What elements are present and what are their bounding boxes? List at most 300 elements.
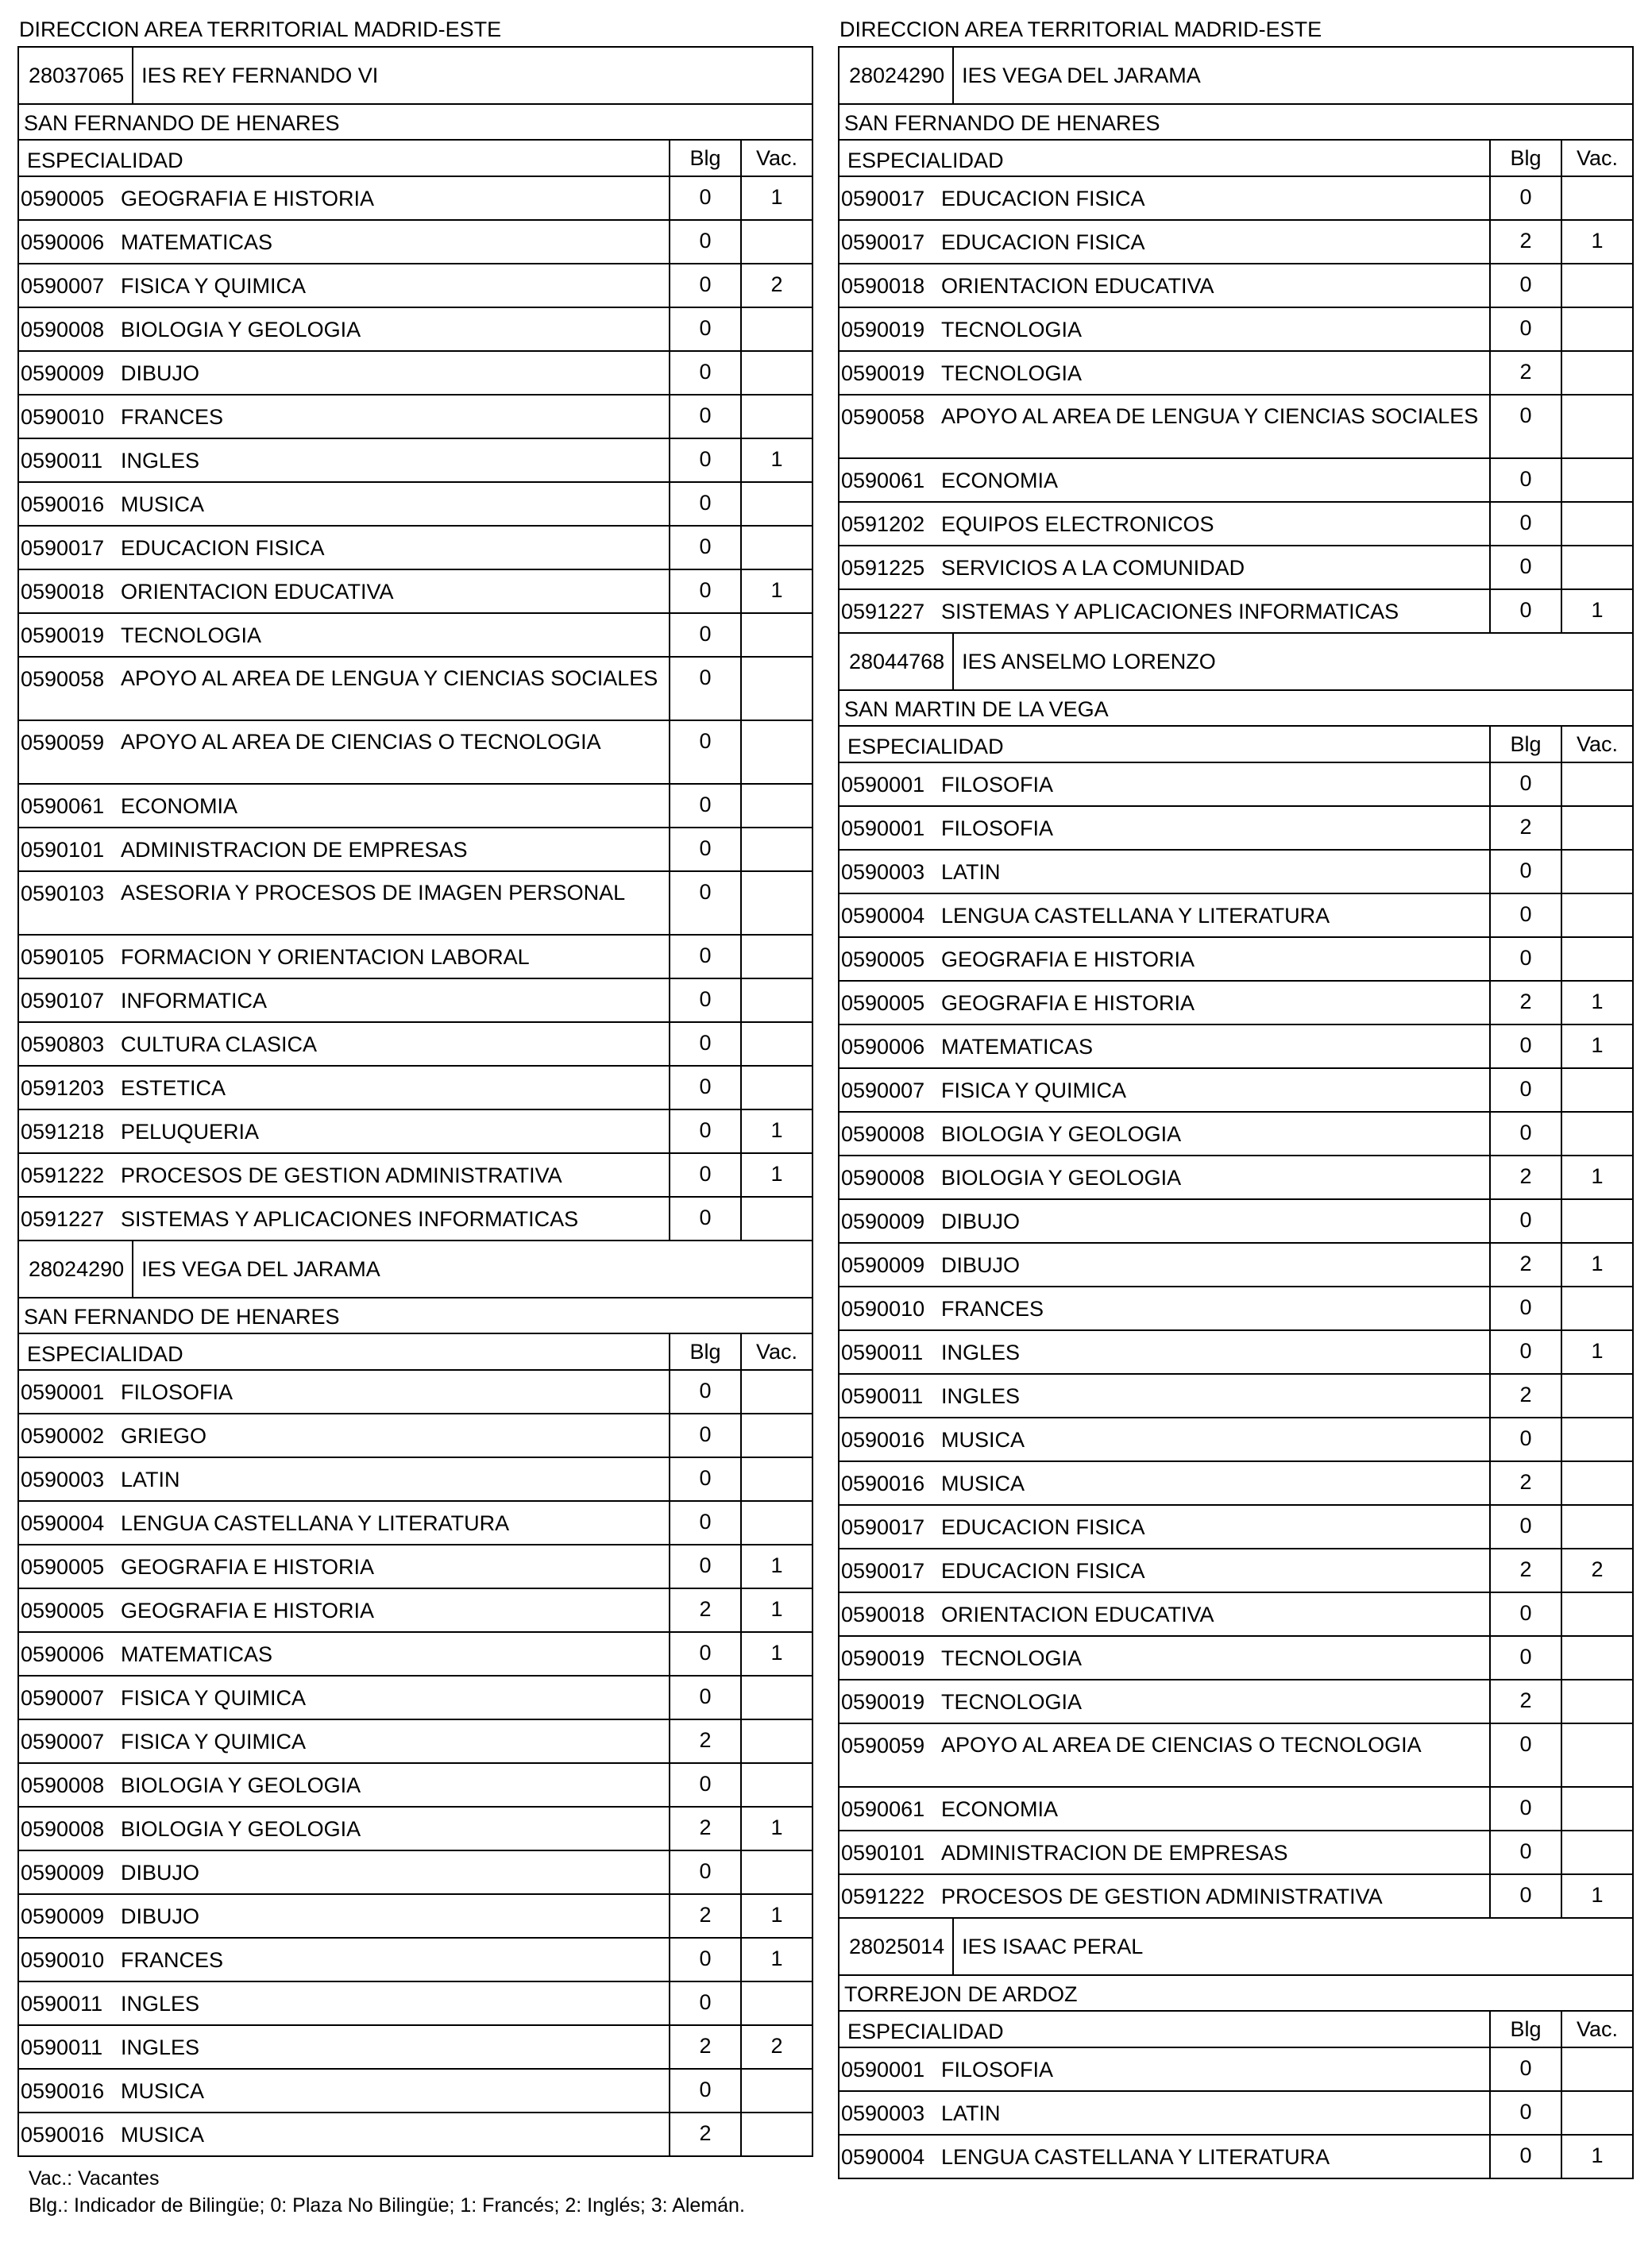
table-row [19, 1982, 812, 2026]
especialidad-code: 0590009 [841, 1210, 925, 1233]
especialidad-code: 0590008 [21, 1773, 105, 1797]
especialidad-code: 0590004 [841, 904, 925, 928]
vac-cell [740, 1067, 812, 1109]
table-row [19, 570, 812, 614]
especialidad-cell [19, 352, 669, 394]
especialidad-cell [19, 483, 669, 525]
table-row [840, 459, 1632, 503]
blg-cell: 2 [669, 1895, 740, 1937]
table-row [19, 979, 812, 1023]
blg-cell: 0 [669, 721, 740, 783]
especialidad-name: ECONOMIA [121, 794, 238, 818]
table-body [840, 2048, 1632, 2178]
town-name: SAN FERNANDO DE HENARES [840, 103, 1632, 141]
town-name: SAN FERNANDO DE HENARES [19, 1297, 812, 1334]
blg-cell: 0 [1489, 1637, 1561, 1679]
vac-cell: 2 [740, 2026, 812, 2068]
vac-cell: 1 [740, 1939, 812, 1981]
table-row [19, 483, 812, 527]
especialidad-name: INGLES [941, 1341, 1021, 1364]
especialidad-code: 0590003 [841, 860, 925, 884]
vac-cell [740, 1502, 812, 1544]
header-especialidad: ESPECIALIDAD [27, 149, 183, 172]
table-row [840, 1287, 1632, 1331]
table-row [840, 1244, 1632, 1287]
table-row [19, 1939, 812, 1982]
especialidad-name: GEOGRAFIA E HISTORIA [121, 1555, 375, 1579]
header-blg: Blg [669, 1334, 740, 1369]
vac-cell [1561, 1506, 1632, 1548]
school-name: IES VEGA DEL JARAMA [962, 63, 1201, 87]
table-row [840, 1025, 1632, 1069]
table-row [840, 503, 1632, 546]
especialidad-cell [840, 2048, 1489, 2090]
blg-cell: 0 [1489, 1069, 1561, 1111]
vac-cell [740, 308, 812, 350]
especialidad-name: APOYO AL AREA DE LENGUA Y CIENCIAS SOCIALES [121, 666, 658, 690]
vac-cell [1561, 1637, 1632, 1679]
vac-cell [1561, 1788, 1632, 1830]
especialidad-name: BIOLOGIA Y GEOLOGIA [121, 1817, 361, 1841]
school-header [840, 48, 1632, 103]
vac-cell [1561, 1375, 1632, 1417]
especialidad-cell [840, 396, 1489, 457]
blg-cell: 0 [1489, 1113, 1561, 1155]
blg-cell: 2 [669, 1720, 740, 1762]
vac-cell: 1 [1561, 1875, 1632, 1917]
especialidad-name: GEOGRAFIA E HISTORIA [941, 947, 1195, 971]
blg-cell: 0 [1489, 503, 1561, 545]
especialidad-name: FILOSOFIA [121, 1380, 234, 1404]
table-row [840, 894, 1632, 938]
especialidad-code: 0590016 [21, 2123, 105, 2147]
vac-cell [1561, 851, 1632, 893]
especialidad-cell [840, 1331, 1489, 1373]
vac-cell [740, 936, 812, 978]
blg-cell: 0 [669, 177, 740, 219]
especialidad-code: 0590019 [21, 623, 105, 647]
blg-cell: 0 [669, 1067, 740, 1109]
vac-cell [1561, 763, 1632, 805]
table-row [840, 1831, 1632, 1875]
especialidad-name: LENGUA CASTELLANA Y LITERATURA [941, 904, 1330, 928]
blg-cell: 2 [1489, 352, 1561, 394]
table-row [19, 1764, 812, 1808]
especialidad-code: 0590005 [21, 187, 105, 210]
especialidad-code: 0590001 [21, 1380, 105, 1404]
especialidad-cell [840, 1637, 1489, 1679]
vac-cell [1561, 177, 1632, 219]
table-row [840, 546, 1632, 590]
vac-cell [1561, 546, 1632, 588]
especialidad-cell [840, 2136, 1489, 2178]
table-row [840, 1788, 1632, 1831]
vac-cell [1561, 1069, 1632, 1111]
table-row [840, 1069, 1632, 1113]
especialidad-name: TECNOLOGIA [941, 318, 1083, 341]
table-row [19, 1110, 812, 1154]
especialidad-cell [19, 1545, 669, 1588]
especialidad-cell [840, 503, 1489, 545]
table-row [840, 1506, 1632, 1549]
legend-bilingue: Blg.: Indicador de Bilingüe; 0: Plaza No Bilingüe; 1: Francés; 2: Inglés; 3: Alemán. [29, 2194, 745, 2217]
table-row [840, 264, 1632, 308]
especialidad-cell [19, 1895, 669, 1937]
especialidad-name: GEOGRAFIA E HISTORIA [941, 991, 1195, 1015]
especialidad-name: TECNOLOGIA [121, 623, 262, 647]
vac-cell [1561, 352, 1632, 394]
especialidad-code: 0590058 [21, 667, 105, 691]
table-header [840, 2012, 1632, 2048]
vac-cell: 1 [740, 439, 812, 481]
school-block [840, 634, 1632, 1919]
school-name: IES ANSELMO LORENZO [962, 649, 1216, 673]
especialidad-cell [19, 1067, 669, 1109]
especialidad-cell [840, 1418, 1489, 1460]
blg-cell: 0 [1489, 546, 1561, 588]
table-body [840, 763, 1632, 1917]
blg-cell: 2 [669, 1808, 740, 1850]
blg-cell: 2 [669, 1589, 740, 1631]
especialidad-name: FRANCES [941, 1297, 1044, 1321]
especialidad-cell [19, 1982, 669, 2024]
especialidad-cell [19, 396, 669, 438]
table-row [19, 177, 812, 221]
table-row [19, 658, 812, 721]
especialidad-cell [840, 459, 1489, 501]
especialidad-name: MUSICA [121, 2079, 205, 2103]
especialidad-cell [19, 2113, 669, 2155]
vac-cell: 1 [740, 1589, 812, 1631]
especialidad-code: 0590016 [841, 1428, 925, 1452]
especialidad-cell [19, 2026, 669, 2068]
blg-cell: 0 [669, 1502, 740, 1544]
especialidad-code: 0590011 [841, 1341, 924, 1364]
especialidad-cell [19, 1720, 669, 1762]
especialidad-code: 0590009 [841, 1253, 925, 1277]
especialidad-code: 0591225 [841, 556, 925, 580]
vac-cell [740, 483, 812, 525]
especialidad-cell [840, 352, 1489, 394]
vac-cell [1561, 1287, 1632, 1329]
header-vac: Vac. [740, 1334, 812, 1369]
table-row [840, 763, 1632, 807]
vac-cell: 1 [1561, 2136, 1632, 2178]
vac-cell: 1 [740, 1895, 812, 1937]
school-header [19, 48, 812, 103]
table-row [19, 1502, 812, 1545]
vac-cell [740, 1023, 812, 1065]
blg-cell: 2 [1489, 1156, 1561, 1198]
table-row [840, 1375, 1632, 1418]
especialidad-name: LENGUA CASTELLANA Y LITERATURA [121, 1511, 510, 1535]
especialidad-name: CULTURA CLASICA [121, 1032, 318, 1056]
especialidad-code: 0590003 [841, 2101, 925, 2125]
blg-cell: 0 [1489, 1331, 1561, 1373]
especialidad-name: ASESORIA Y PROCESOS DE IMAGEN PERSONAL [121, 881, 626, 905]
vac-cell [740, 2070, 812, 2112]
vac-cell: 1 [740, 177, 812, 219]
especialidad-name: MATEMATICAS [941, 1035, 1094, 1059]
blg-cell: 0 [1489, 264, 1561, 307]
especialidad-name: EQUIPOS ELECTRONICOS [941, 512, 1214, 536]
blg-cell: 0 [669, 1545, 740, 1588]
blg-cell: 2 [669, 2113, 740, 2155]
table-row [840, 1418, 1632, 1462]
especialidad-name: BIOLOGIA Y GEOLOGIA [941, 1166, 1182, 1190]
especialidad-name: DIBUJO [941, 1210, 1021, 1233]
especialidad-code: 0590017 [841, 187, 925, 210]
especialidad-code: 0590001 [841, 2058, 925, 2082]
especialidad-code: 0590019 [841, 1646, 925, 1670]
especialidad-code: 0590002 [21, 1424, 105, 1448]
blg-cell: 0 [669, 221, 740, 263]
especialidad-code: 0590105 [21, 945, 105, 969]
especialidad-name: ORIENTACION EDUCATIVA [941, 1603, 1214, 1626]
table-row [19, 1720, 812, 1764]
table-row [840, 982, 1632, 1025]
blg-cell: 0 [669, 570, 740, 612]
blg-cell: 0 [1489, 1506, 1561, 1548]
especialidad-name: APOYO AL AREA DE CIENCIAS O TECNOLOGIA [941, 1733, 1422, 1757]
especialidad-cell [840, 546, 1489, 588]
left-column [17, 0, 813, 2157]
table-row [840, 1462, 1632, 1506]
especialidad-code: 0590007 [841, 1078, 925, 1102]
vac-cell [1561, 1680, 1632, 1723]
school-header [840, 634, 1632, 689]
especialidad-code: 0590017 [841, 1559, 925, 1583]
especialidad-name: EDUCACION FISICA [941, 1559, 1145, 1583]
blg-cell: 2 [1489, 1549, 1561, 1592]
vac-cell [740, 614, 812, 656]
vac-cell [740, 1764, 812, 1806]
especialidad-cell [840, 1831, 1489, 1873]
table-row [840, 1680, 1632, 1724]
especialidad-name: FRANCES [121, 1948, 224, 1972]
vac-cell: 1 [740, 1110, 812, 1152]
especialidad-code: 0590011 [21, 2035, 103, 2059]
especialidad-code: 0590008 [841, 1166, 925, 1190]
especialidad-code: 0590019 [841, 318, 925, 341]
vac-cell [740, 721, 812, 783]
table-row [840, 590, 1632, 632]
especialidad-name: PROCESOS DE GESTION ADMINISTRATIVA [121, 1163, 562, 1187]
table-row [19, 396, 812, 439]
header-especialidad: ESPECIALIDAD [847, 2020, 1004, 2043]
table-row [19, 439, 812, 483]
especialidad-cell [840, 308, 1489, 350]
table-row [19, 872, 812, 936]
especialidad-code: 0590061 [841, 1797, 925, 1821]
blg-cell: 2 [1489, 1375, 1561, 1417]
table-row [19, 221, 812, 264]
vac-cell [740, 1198, 812, 1240]
table-row [19, 1023, 812, 1067]
vac-cell [1561, 1831, 1632, 1873]
especialidad-code: 0590016 [21, 492, 105, 516]
vac-cell: 1 [740, 1545, 812, 1588]
vac-cell [740, 352, 812, 394]
blg-cell: 0 [1489, 851, 1561, 893]
table-row [19, 1589, 812, 1633]
especialidad-cell [19, 828, 669, 870]
blg-cell: 0 [1489, 1200, 1561, 1242]
table-row [840, 1331, 1632, 1375]
table-row [840, 1724, 1632, 1788]
vac-cell: 1 [740, 1633, 812, 1675]
blg-cell: 0 [1489, 1788, 1561, 1830]
especialidad-code: 0590058 [841, 405, 925, 429]
especialidad-name: APOYO AL AREA DE CIENCIAS O TECNOLOGIA [121, 730, 601, 754]
especialidad-cell [840, 1375, 1489, 1417]
blg-cell: 0 [1489, 1287, 1561, 1329]
table-row [19, 308, 812, 352]
town-name: SAN MARTIN DE LA VEGA [840, 689, 1632, 727]
table-row [840, 177, 1632, 221]
vac-cell [1561, 2092, 1632, 2134]
table-row [840, 396, 1632, 459]
school-header [19, 1241, 812, 1297]
especialidad-name: MUSICA [121, 492, 205, 516]
especialidad-code: 0590005 [841, 991, 925, 1015]
especialidad-code: 0590006 [841, 1035, 925, 1059]
blg-cell: 2 [669, 2026, 740, 2068]
especialidad-cell [840, 1593, 1489, 1635]
table-row [840, 807, 1632, 851]
especialidad-cell [19, 1939, 669, 1981]
especialidad-cell [840, 894, 1489, 936]
vac-cell [1561, 503, 1632, 545]
especialidad-cell [840, 1025, 1489, 1067]
table-row [840, 1875, 1632, 1917]
especialidad-code: 0591218 [21, 1120, 105, 1144]
table-header [19, 1334, 812, 1371]
especialidad-code: 0590017 [841, 230, 925, 254]
blg-cell: 0 [669, 614, 740, 656]
blg-cell: 0 [669, 1851, 740, 1893]
vac-cell: 2 [1561, 1549, 1632, 1592]
especialidad-name: FISICA Y QUIMICA [121, 1686, 307, 1710]
especialidad-cell [19, 1198, 669, 1240]
table-row [840, 308, 1632, 352]
especialidad-cell [840, 1875, 1489, 1917]
especialidad-code: 0590016 [841, 1472, 925, 1495]
vac-cell [740, 1720, 812, 1762]
table-row [840, 2092, 1632, 2136]
especialidad-code: 0590059 [841, 1734, 925, 1758]
especialidad-cell [19, 1110, 669, 1152]
especialidad-code: 0591203 [21, 1076, 105, 1100]
vac-cell [740, 2113, 812, 2155]
especialidad-code: 0590803 [21, 1032, 105, 1056]
table-row [19, 614, 812, 658]
especialidad-name: ADMINISTRACION DE EMPRESAS [121, 838, 468, 862]
table-row [19, 1545, 812, 1589]
table-row [840, 1156, 1632, 1200]
especialidad-code: 0590101 [21, 838, 105, 862]
blg-cell: 0 [669, 308, 740, 350]
especialidad-cell [19, 1764, 669, 1806]
especialidad-name: FILOSOFIA [941, 2058, 1054, 2082]
especialidad-code: 0591227 [21, 1207, 105, 1231]
table-row [840, 1593, 1632, 1637]
blg-cell: 0 [669, 936, 740, 978]
vac-cell [740, 828, 812, 870]
blg-cell: 0 [669, 979, 740, 1021]
especialidad-code: 0590101 [841, 1841, 925, 1865]
especialidad-cell [840, 1113, 1489, 1155]
vac-cell [740, 527, 812, 569]
especialidad-name: INGLES [121, 2035, 200, 2059]
vac-cell [1561, 459, 1632, 501]
blg-cell: 0 [1489, 308, 1561, 350]
especialidad-name: SISTEMAS Y APLICACIONES INFORMATICAS [941, 600, 1399, 623]
especialidad-name: FRANCES [121, 405, 224, 429]
especialidad-code: 0590010 [21, 1948, 105, 1972]
vac-cell [1561, 396, 1632, 457]
vac-cell: 1 [1561, 1025, 1632, 1067]
vac-cell: 1 [1561, 590, 1632, 632]
especialidad-cell [840, 1287, 1489, 1329]
especialidad-name: INFORMATICA [121, 989, 267, 1013]
especialidad-cell [19, 2070, 669, 2112]
especialidad-code: 0590009 [21, 1861, 105, 1885]
especialidad-cell [840, 807, 1489, 849]
blg-cell: 0 [1489, 1418, 1561, 1460]
especialidad-cell [19, 1677, 669, 1719]
blg-cell: 0 [669, 1414, 740, 1457]
especialidad-name: GRIEGO [121, 1424, 207, 1448]
especialidad-cell [19, 936, 669, 978]
blg-cell: 0 [1489, 1875, 1561, 1917]
header-vac: Vac. [1561, 2012, 1632, 2047]
blg-cell: 0 [1489, 2048, 1561, 2090]
especialidad-cell [19, 658, 669, 720]
especialidad-cell [19, 264, 669, 307]
blg-cell: 2 [1489, 1462, 1561, 1504]
especialidad-cell [840, 2092, 1489, 2134]
especialidad-name: BIOLOGIA Y GEOLOGIA [941, 1122, 1182, 1146]
school-code: 28044768 [840, 634, 954, 689]
especialidad-cell [19, 721, 669, 783]
especialidad-name: INGLES [941, 1384, 1021, 1408]
blg-cell: 0 [669, 1023, 740, 1065]
vac-cell: 1 [740, 1154, 812, 1196]
vac-cell [1561, 938, 1632, 980]
especialidad-name: GEOGRAFIA E HISTORIA [121, 1599, 375, 1623]
especialidad-cell [19, 872, 669, 934]
school-block [19, 1241, 812, 2155]
especialidad-name: ESTETICA [121, 1076, 226, 1100]
especialidad-code: 0590004 [21, 1511, 105, 1535]
blg-cell: 0 [1489, 938, 1561, 980]
especialidad-cell [840, 177, 1489, 219]
especialidad-cell [19, 614, 669, 656]
especialidad-name: PROCESOS DE GESTION ADMINISTRATIVA [941, 1885, 1383, 1908]
especialidad-code: 0590011 [21, 449, 103, 473]
vac-cell: 1 [740, 570, 812, 612]
especialidad-cell [19, 1808, 669, 1850]
especialidad-code: 0590006 [21, 230, 105, 254]
especialidad-cell [840, 938, 1489, 980]
table-row [840, 1549, 1632, 1593]
especialidad-code: 0591222 [21, 1163, 105, 1187]
especialidad-cell [19, 1851, 669, 1893]
especialidad-name: SERVICIOS A LA COMUNIDAD [941, 556, 1245, 580]
especialidad-name: EDUCACION FISICA [941, 187, 1145, 210]
especialidad-code: 0590010 [21, 405, 105, 429]
